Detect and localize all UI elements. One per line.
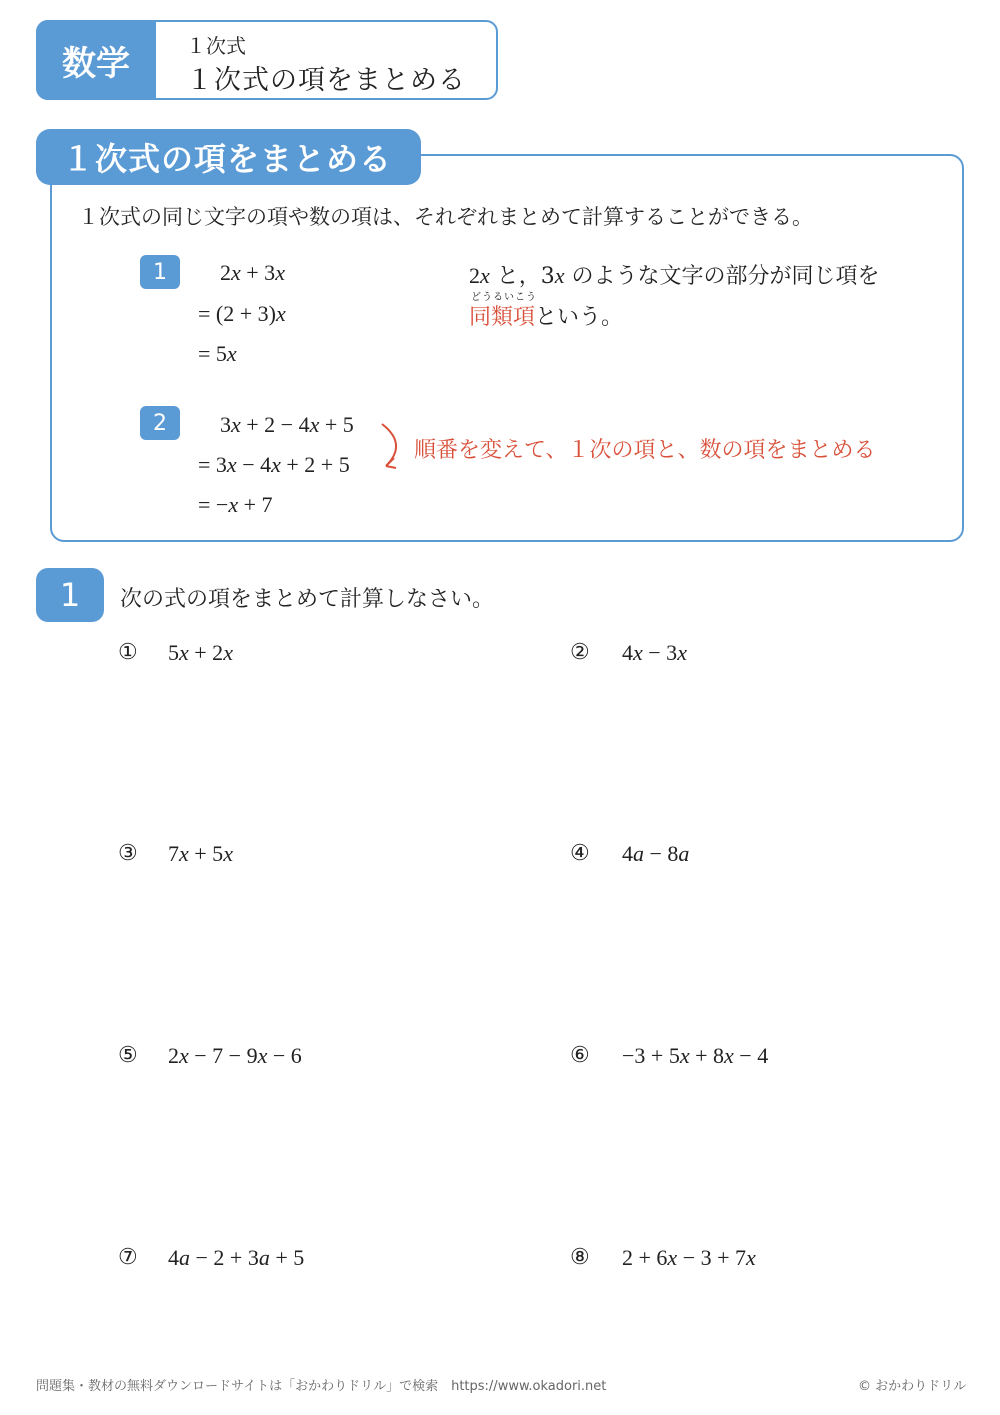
- problem-expression: 7x + 5x: [168, 841, 233, 866]
- problem-number: ②: [570, 640, 590, 665]
- example-2-badge: 2: [140, 406, 180, 440]
- subject-badge: 数学: [36, 20, 156, 100]
- example-1-badge: 1: [140, 255, 180, 289]
- problem-number: ⑦: [118, 1245, 138, 1270]
- term-ruby: どうるいこう: [471, 292, 537, 303]
- definition-text: 2x と，3x のような文字の部分が同じ項を: [469, 263, 880, 289]
- example-1-line-2: = (2 + 3)x: [198, 301, 286, 326]
- problem-expression: 4a − 8a: [622, 841, 690, 866]
- problem-number: ⑥: [570, 1043, 590, 1068]
- problem-instruction: 次の式の項をまとめて計算しなさい。: [120, 587, 495, 612]
- reorder-note: 順番を変えて、１次の項と、数の項をまとめる: [414, 438, 876, 463]
- page-title: １次式の項をまとめる: [186, 65, 466, 96]
- example-2-line-3: = −x + 7: [198, 492, 273, 517]
- problem-number: ④: [570, 841, 590, 866]
- definition-term-line: 同類項という。: [469, 305, 624, 330]
- unit-label: １次式: [186, 34, 246, 58]
- problem-expression: 5x + 2x: [168, 640, 233, 665]
- footer-copyright: © おかわりドリル: [858, 1379, 967, 1394]
- example-2-line-2: = 3x − 4x + 2 + 5: [198, 452, 350, 477]
- reorder-arrow-icon: [378, 420, 408, 472]
- problem-expression: 2x − 7 − 9x − 6: [168, 1043, 302, 1068]
- example-1-line-1: 2x + 3x: [220, 260, 285, 285]
- problem-expression: 4x − 3x: [622, 640, 687, 665]
- term-highlight: 同類項: [469, 305, 536, 330]
- problem-expression: 4a − 2 + 3a + 5: [168, 1245, 305, 1270]
- footer-text: 問題集・教材の無料ダウンロードサイトは「おかわりドリル」で検索 https://www.okadori.net: [36, 1379, 607, 1394]
- problem-expression: −3 + 5x + 8x − 4: [622, 1043, 769, 1068]
- problem-expression: 2 + 6x − 3 + 7x: [622, 1245, 756, 1270]
- explanation-intro: １次式の同じ文字の項や数の項は、それぞれまとめて計算することができる。: [78, 205, 813, 229]
- example-1-line-3: = 5x: [198, 341, 237, 366]
- problem-number: ⑤: [118, 1043, 138, 1068]
- problem-number: ③: [118, 841, 138, 866]
- example-2-line-1: 3x + 2 − 4x + 5: [220, 412, 354, 437]
- problem-number: ⑧: [570, 1245, 590, 1270]
- problem-number: ①: [118, 640, 138, 665]
- explanation-title: １次式の項をまとめる: [36, 129, 421, 185]
- problem-badge: 1: [36, 568, 104, 622]
